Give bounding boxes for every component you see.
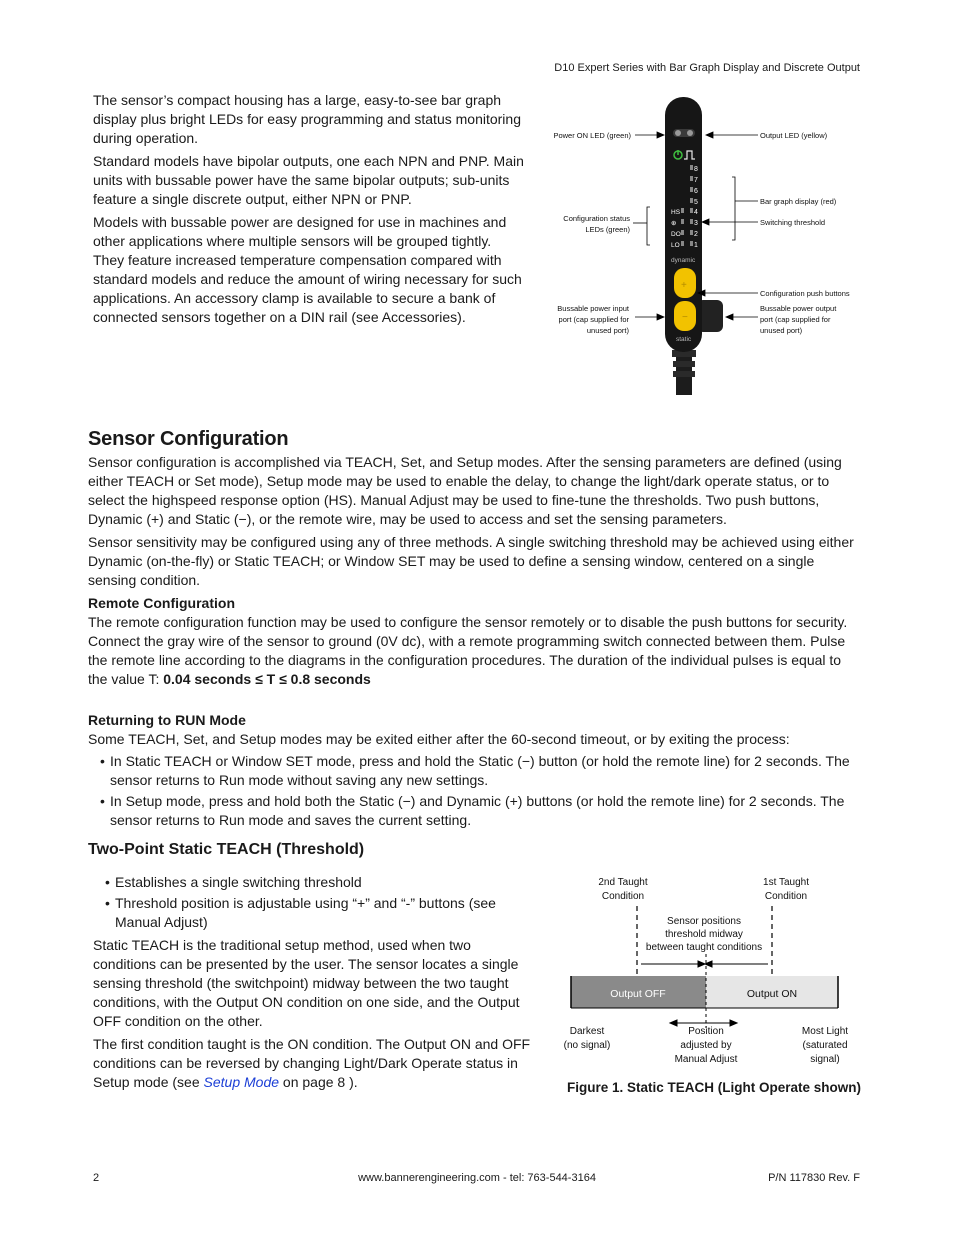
page-number: 2	[93, 1172, 100, 1184]
list-item-text: In Setup mode, press and hold both the Static (−) and Dynamic (+) buttons (or hold the remote line) for 2 seconds. The sensor returns to Run mode and saves the current setting.	[110, 793, 845, 828]
callout-output-led: Output LED (yellow)	[760, 131, 828, 140]
second-taught-label: 2nd Taught	[598, 877, 648, 888]
intro-paragraph: Models with bussable power are designed for use in machines and other applications where multiple sensors will be grouped tightly. They feature increased temperature compensation compared with standard models and reduce the amount of wiring necessary for such applications. An accessory clamp is available to secure a bank of connected sensors together on a DIN rail (see Accessories).	[93, 214, 522, 325]
run-mode-section	[88, 711, 863, 832]
static-teach-figure	[555, 870, 855, 1075]
most-light-label: Most Light	[801, 1026, 849, 1037]
callout-config-status: LEDs (green)	[585, 225, 630, 234]
intro-paragraph: Standard models have bipolar outputs, one each NPN and PNP. Main units with bussable power have the same bipolar outputs; sub-units feature a single discrete output, either NPN or PNP.	[93, 153, 524, 207]
status-label: DO	[671, 231, 681, 238]
intro-paragraph: The sensor’s compact housing has a large, easy-to-see bar graph display plus bright LEDs for easy programming and status monitoring during operation.	[93, 92, 521, 146]
status-label: ⊕	[671, 220, 677, 227]
two-point-body	[93, 873, 533, 1096]
callout-output-port: unused port)	[760, 326, 803, 335]
list-item-text: Threshold position is adjustable using “+” and “-” buttons (see Manual Adjust)	[115, 895, 496, 930]
callout-output-port: port (cap supplied for	[760, 315, 831, 324]
callout-input-port: Bussable power input	[557, 304, 629, 313]
run-mode-intro: Some TEACH, Set, and Setup modes may be exited either after the 60-second timeout, or by exiting the process:	[88, 731, 790, 747]
most-light-label: signal)	[810, 1054, 840, 1065]
sensor-config-paragraph: Sensor sensitivity may be configured using any of three methods. A single switching threshold may be achieved using either Dynamic (on-the-fly) or Static TEACH; or Window SET may be used to define a sensing window, centered on a single sensing condition.	[88, 534, 854, 588]
list-item: • In Static TEACH or Window SET mode, press and hold the Static (−) button (or hold the remote line) for 2 seconds. The sensor returns to Run mode without saving any new settings.	[100, 753, 850, 788]
callout-output-port: Bussable power output	[760, 304, 837, 313]
first-taught-label: Condition	[764, 891, 808, 902]
output-on-label: Output ON	[746, 988, 798, 1000]
bar-number: 7	[694, 177, 698, 184]
position-label: Position	[688, 1026, 724, 1037]
callout-input-port: unused port)	[586, 326, 629, 335]
status-label: LO	[671, 242, 680, 249]
bar-number: 2	[694, 231, 698, 238]
list-item: • Threshold position is adjustable using “+” and “-” buttons (see Manual Adjust)	[105, 895, 496, 930]
callout-power-on-led: Power ON LED (green)	[553, 131, 631, 140]
most-light-label: (saturated	[802, 1040, 848, 1051]
list-item: • In Setup mode, press and hold both the Static (−) and Dynamic (+) buttons (or hold the remote line) for 2 seconds. The sensor returns to Run mode and saves the current setting.	[100, 793, 845, 828]
remote-config-text: The remote configuration function may be used to configure the sensor remotely or to disable the push buttons for security. Connect the gray wire of the sensor to ground (0V dc), with a remote programming switch connected between them. Pulse the remote line according to the diagrams in the configuration procedures. The duration of the individual pulses is equal to the value T:	[88, 614, 848, 687]
callout-push-buttons: Configuration push buttons	[760, 289, 850, 298]
midway-arrows	[641, 961, 768, 967]
bar-number: 3	[694, 220, 698, 227]
darkest-label: (no signal)	[563, 1040, 611, 1051]
two-point-paragraph: on page 8 ).	[279, 1074, 358, 1090]
static-label: static	[676, 336, 692, 343]
callout-switching-threshold: Switching threshold	[760, 218, 826, 227]
bar-number: 1	[694, 242, 698, 249]
list-item-text: Establishes a single switching threshold	[115, 874, 362, 890]
sensor-cable	[672, 350, 696, 395]
second-taught-label: Condition	[601, 891, 645, 902]
dynamic-label: dynamic	[671, 257, 696, 264]
sensor-diagram	[540, 95, 870, 410]
run-mode-heading: Returning to RUN Mode	[88, 712, 246, 728]
list-item-text: In Static TEACH or Window SET mode, press and hold the Static (−) button (or hold the remote line) for 2 seconds. The sensor returns to Run mode without saving any new settings.	[110, 753, 850, 788]
footer-website: www.bannerengineering.com - tel: 763-544-3164	[358, 1172, 596, 1184]
output-off-label: Output OFF	[610, 988, 666, 1000]
remote-config-section	[88, 594, 863, 693]
running-header: D10 Expert Series with Bar Graph Display and Discrete Output	[554, 62, 860, 74]
bar-number: 6	[694, 188, 698, 195]
list-item: • Establishes a single switching threshold	[105, 874, 362, 890]
two-point-heading: Two-Point Static TEACH (Threshold)	[88, 841, 365, 858]
figure-caption: Figure 1. Static TEACH (Light Operate shown)	[567, 1080, 862, 1095]
bar-number: 4	[694, 209, 698, 216]
callout-config-status: Configuration status	[563, 214, 630, 223]
position-label: Manual Adjust	[674, 1054, 738, 1065]
setup-mode-link[interactable]: Setup Mode	[203, 1074, 280, 1090]
darkest-label: Darkest	[569, 1026, 605, 1037]
bar-number: 8	[694, 166, 698, 173]
callout-input-port: port (cap supplied for	[558, 315, 629, 324]
midway-label: Sensor positions	[667, 916, 741, 927]
midway-label: threshold midway	[665, 929, 743, 940]
two-point-paragraph: The first condition taught is the ON condition. The Output ON and OFF conditions can be reversed by changing Light/Dark Operate status in Setup mode (see	[93, 1036, 531, 1090]
pulse-duration: 0.04 seconds ≤ T ≤ 0.8 seconds	[163, 671, 371, 687]
remote-config-heading: Remote Configuration	[88, 595, 235, 611]
two-point-paragraph: Static TEACH is the traditional setup method, used when two conditions can be presented by the user. The sensor locates a single sensing threshold (the switchpoint) midway between the two taught conditions, with the Output ON condition on one side, and the Output OFF condition on the other.	[93, 937, 520, 1029]
minus-label: −	[682, 312, 688, 323]
first-taught-label: 1st Taught	[763, 877, 809, 888]
intro-text	[93, 91, 525, 331]
bar-number: 5	[694, 199, 698, 206]
sensor-config-paragraph: Sensor configuration is accomplished via TEACH, Set, and Setup modes. After the sensing parameters are defined (using either TEACH or Set mode), Setup mode may be used to enable the delay, to change the light/dark operate status, or to select the highspeed response option (HS). Manual Adjust may be used to fine-tune the thresholds. Two push buttons, Dynamic (+) and Static (−), or the remote wire, may be used to access and set the sensing parameters.	[88, 454, 842, 527]
part-number: P/N 117830 Rev. F	[768, 1172, 860, 1184]
position-label: adjusted by	[680, 1040, 732, 1051]
status-label: HS	[671, 209, 681, 216]
section-title: Sensor Configuration	[88, 428, 289, 450]
plus-label: +	[681, 280, 687, 291]
callout-bar-graph: Bar graph display (red)	[760, 197, 837, 206]
midway-label: between taught conditions	[645, 942, 763, 953]
sensor-config-body	[88, 453, 863, 594]
